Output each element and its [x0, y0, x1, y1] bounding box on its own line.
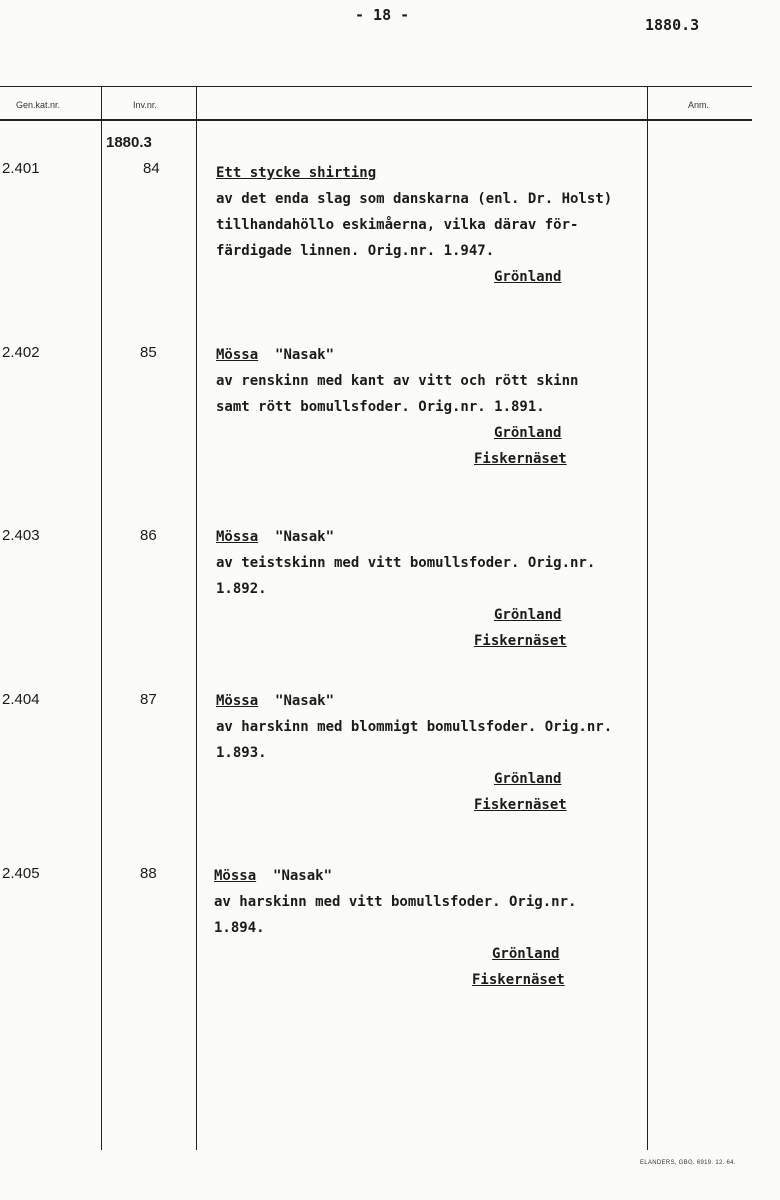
entry-description-line: tillhandahöllo eskimåerna, vilka därav för-	[216, 217, 579, 233]
entry-title: Mössa	[216, 693, 259, 709]
entry-description-line: av harskinn med blommigt bomullsfoder. Orig.nr.	[216, 719, 613, 735]
entry-place: Fiskernäset	[474, 797, 567, 813]
entry-place: Grönland	[492, 946, 560, 962]
gen-kat-nr-cell: 2.404	[2, 691, 40, 708]
entry-description-line: 1.894.	[214, 920, 265, 936]
entry-description-line: av renskinn med kant av vitt och rött skinn	[216, 373, 579, 389]
catalog-entry	[216, 342, 646, 472]
entry-place: Fiskernäset	[474, 451, 567, 467]
entry-title: Mössa	[216, 529, 259, 545]
entry-native-name: "Nasak"	[275, 529, 335, 545]
column-divider-gen-inv	[101, 86, 102, 1150]
entry-title: Mössa	[216, 347, 259, 363]
catalog-entry	[216, 688, 646, 818]
entry-description-line: av teistskinn med vitt bomullsfoder. Orig.nr.	[216, 555, 596, 571]
entry-description-line: samt rött bomullsfoder. Orig.nr. 1.891.	[216, 399, 545, 415]
column-header-gen-kat-nr: Gen.kat.nr.	[16, 100, 61, 110]
entry-place: Grönland	[494, 269, 562, 285]
catalog-entry	[216, 160, 646, 290]
entry-description-line: 1.893.	[216, 745, 267, 761]
catalog-entry	[216, 524, 646, 654]
entry-description-line: 1.892.	[216, 581, 267, 597]
entry-description-line: av harskinn med vitt bomullsfoder. Orig.nr.	[214, 894, 577, 910]
gen-kat-nr-cell: 2.405	[2, 865, 40, 882]
inv-nr-cell: 85	[140, 344, 157, 361]
table-header-rule	[0, 119, 752, 121]
entry-place: Grönland	[494, 425, 562, 441]
gen-kat-nr-cell: 2.402	[2, 344, 40, 361]
gen-kat-nr-cell: 2.401	[2, 160, 40, 177]
inv-nr-cell: 87	[140, 691, 157, 708]
entry-description-line: färdigade linnen. Orig.nr. 1.947.	[216, 243, 495, 259]
gen-kat-nr-cell: 2.403	[2, 527, 40, 544]
entry-place: Fiskernäset	[472, 972, 565, 988]
entry-title: Ett stycke shirting	[216, 165, 377, 181]
entry-place: Grönland	[494, 607, 562, 623]
page-number: - 18 -	[355, 6, 410, 24]
entry-native-name: "Nasak"	[275, 693, 335, 709]
inv-nr-cell: 88	[140, 865, 157, 882]
inv-nr-cell: 86	[140, 527, 157, 544]
entry-native-name: "Nasak"	[273, 868, 333, 884]
column-header-inv-nr: Inv.nr.	[133, 100, 157, 110]
entry-place: Fiskernäset	[474, 633, 567, 649]
catalog-entry	[214, 863, 644, 993]
printer-mark: ELANDERS, GBG. 6919. 12. 64.	[640, 1160, 736, 1166]
entry-title: Mössa	[214, 868, 257, 884]
inv-nr-cell: 84	[143, 160, 160, 177]
column-header-anm: Anm.	[688, 100, 710, 110]
catalog-year-header: 1880.3	[645, 16, 700, 34]
year-label: 1880.3	[106, 134, 152, 151]
column-divider-inv-desc	[196, 86, 197, 1150]
column-divider-desc-anm	[647, 86, 648, 1150]
entry-description-line: av det enda slag som danskarna (enl. Dr. Holst)	[216, 191, 613, 207]
entry-place: Grönland	[494, 771, 562, 787]
table-top-rule	[0, 86, 752, 87]
entry-native-name: "Nasak"	[275, 347, 335, 363]
